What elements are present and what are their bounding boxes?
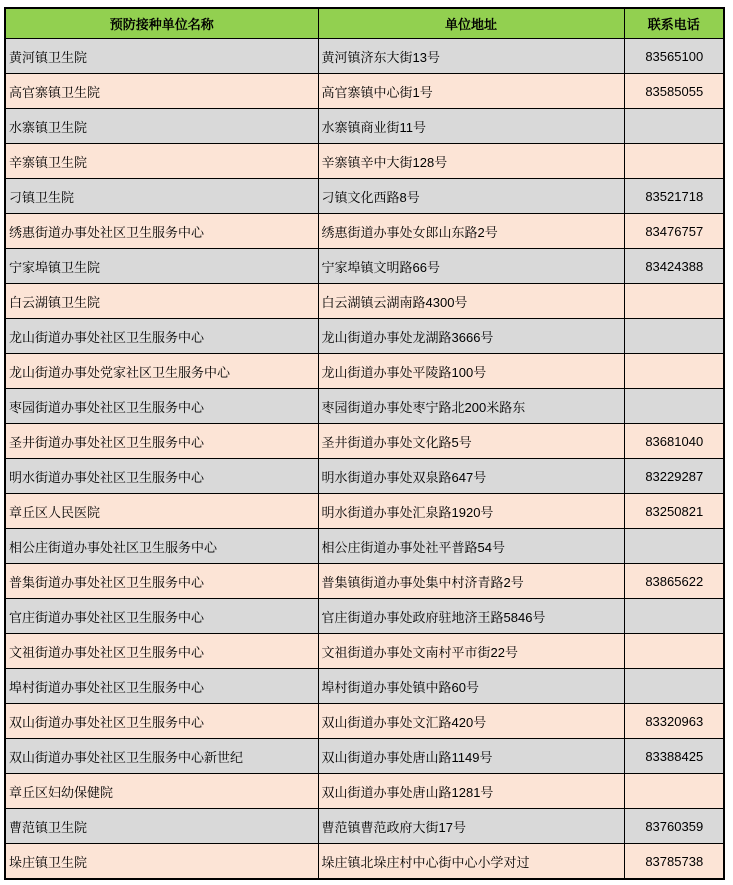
cell-address: 绣惠街道办事处女郎山东路2号: [318, 214, 624, 249]
cell-name: 明水街道办事处社区卫生服务中心: [5, 459, 318, 494]
cell-address: 水寨镇商业街11号: [318, 109, 624, 144]
cell-address: 黄河镇济东大街13号: [318, 39, 624, 74]
cell-name: 绣惠街道办事处社区卫生服务中心: [5, 214, 318, 249]
table-row: [5, 494, 724, 529]
cell-address: 白云湖镇云湖南路4300号: [318, 284, 624, 319]
cell-address: 高官寨镇中心街1号: [318, 74, 624, 109]
cell-phone: 83681040: [624, 424, 724, 459]
cell-phone: [624, 389, 724, 424]
cell-name: 曹范镇卫生院: [5, 809, 318, 844]
table-row: [5, 389, 724, 424]
cell-phone: [624, 634, 724, 669]
cell-name: 文祖街道办事处社区卫生服务中心: [5, 634, 318, 669]
cell-address: 曹范镇曹范政府大街17号: [318, 809, 624, 844]
cell-address: 普集镇街道办事处集中村济青路2号: [318, 564, 624, 599]
cell-name: 白云湖镇卫生院: [5, 284, 318, 319]
table-row: [5, 74, 724, 109]
table-row: [5, 459, 724, 494]
header-unit-address: 单位地址: [318, 8, 624, 39]
cell-address: 龙山街道办事处平陵路100号: [318, 354, 624, 389]
cell-phone: 83476757: [624, 214, 724, 249]
cell-address: 双山街道办事处文汇路420号: [318, 704, 624, 739]
table-row: [5, 179, 724, 214]
table-row: [5, 564, 724, 599]
table-row: [5, 634, 724, 669]
table-body: [5, 39, 724, 880]
cell-phone: [624, 319, 724, 354]
cell-phone: 83320963: [624, 704, 724, 739]
table-row: [5, 739, 724, 774]
cell-name: 宁家埠镇卫生院: [5, 249, 318, 284]
cell-phone: [624, 109, 724, 144]
cell-name: 官庄街道办事处社区卫生服务中心: [5, 599, 318, 634]
table-row: [5, 39, 724, 74]
table-row: [5, 319, 724, 354]
cell-phone: [624, 284, 724, 319]
cell-phone: [624, 529, 724, 564]
cell-name: 圣井街道办事处社区卫生服务中心: [5, 424, 318, 459]
cell-phone: 83565100: [624, 39, 724, 74]
cell-address: 埠村街道办事处镇中路60号: [318, 669, 624, 704]
cell-phone: [624, 144, 724, 179]
cell-address: 圣井街道办事处文化路5号: [318, 424, 624, 459]
cell-name: 垛庄镇卫生院: [5, 844, 318, 880]
cell-address: 刁镇文化西路8号: [318, 179, 624, 214]
header-contact-phone: 联系电话: [624, 8, 724, 39]
table-row: [5, 774, 724, 809]
table-row: [5, 249, 724, 284]
cell-address: 双山街道办事处唐山路1149号: [318, 739, 624, 774]
cell-address: 文祖街道办事处文南村平市街22号: [318, 634, 624, 669]
cell-name: 双山街道办事处社区卫生服务中心: [5, 704, 318, 739]
cell-name: 辛寨镇卫生院: [5, 144, 318, 179]
table-row: [5, 704, 724, 739]
cell-name: 高官寨镇卫生院: [5, 74, 318, 109]
cell-phone: [624, 774, 724, 809]
cell-phone: 83229287: [624, 459, 724, 494]
cell-name: 相公庄街道办事处社区卫生服务中心: [5, 529, 318, 564]
table-row: [5, 144, 724, 179]
table-row: [5, 284, 724, 319]
cell-name: 普集街道办事处社区卫生服务中心: [5, 564, 318, 599]
cell-address: 枣园街道办事处枣宁路北200米路东: [318, 389, 624, 424]
vaccination-units-table-wrapper: [4, 7, 725, 880]
cell-name: 埠村街道办事处社区卫生服务中心: [5, 669, 318, 704]
cell-phone: 83521718: [624, 179, 724, 214]
cell-phone: 83250821: [624, 494, 724, 529]
cell-address: 明水街道办事处汇泉路1920号: [318, 494, 624, 529]
cell-name: 水寨镇卫生院: [5, 109, 318, 144]
cell-address: 辛寨镇辛中大街128号: [318, 144, 624, 179]
cell-address: 官庄街道办事处政府驻地济王路5846号: [318, 599, 624, 634]
table-row: [5, 669, 724, 704]
cell-phone: 83760359: [624, 809, 724, 844]
cell-address: 宁家埠镇文明路66号: [318, 249, 624, 284]
header-unit-name: 预防接种单位名称: [5, 8, 318, 39]
cell-name: 刁镇卫生院: [5, 179, 318, 214]
cell-address: 双山街道办事处唐山路1281号: [318, 774, 624, 809]
cell-phone: [624, 599, 724, 634]
cell-phone: [624, 669, 724, 704]
table-row: [5, 109, 724, 144]
vaccination-units-table: [4, 7, 725, 880]
cell-name: 章丘区人民医院: [5, 494, 318, 529]
table-row: [5, 599, 724, 634]
cell-name: 龙山街道办事处党家社区卫生服务中心: [5, 354, 318, 389]
cell-name: 黄河镇卫生院: [5, 39, 318, 74]
table-row: [5, 529, 724, 564]
cell-name: 双山街道办事处社区卫生服务中心新世纪: [5, 739, 318, 774]
cell-name: 龙山街道办事处社区卫生服务中心: [5, 319, 318, 354]
cell-phone: [624, 354, 724, 389]
cell-phone: 83865622: [624, 564, 724, 599]
cell-address: 龙山街道办事处龙湖路3666号: [318, 319, 624, 354]
table-header-row: [5, 8, 724, 39]
table-row: [5, 809, 724, 844]
cell-phone: 83785738: [624, 844, 724, 880]
cell-phone: 83585055: [624, 74, 724, 109]
cell-name: 枣园街道办事处社区卫生服务中心: [5, 389, 318, 424]
cell-phone: 83424388: [624, 249, 724, 284]
table-row: [5, 424, 724, 459]
cell-name: 章丘区妇幼保健院: [5, 774, 318, 809]
cell-address: 垛庄镇北垛庄村中心街中心小学对过: [318, 844, 624, 880]
table-header: [5, 8, 724, 39]
cell-phone: 83388425: [624, 739, 724, 774]
cell-address: 相公庄街道办事处社平普路54号: [318, 529, 624, 564]
table-row: [5, 844, 724, 880]
table-row: [5, 354, 724, 389]
cell-address: 明水街道办事处双泉路647号: [318, 459, 624, 494]
table-row: [5, 214, 724, 249]
